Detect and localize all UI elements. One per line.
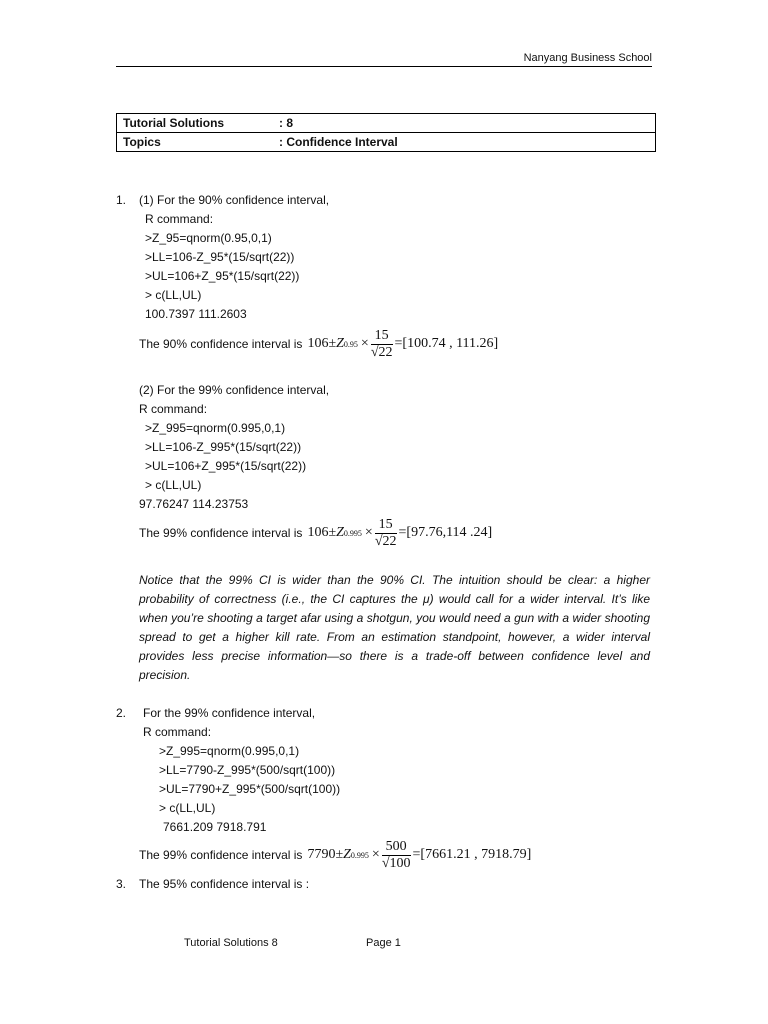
q1-part1-code-line: >UL=106+Z_95*(15/sqrt(22)) (145, 269, 300, 283)
formula-mean: 106 (307, 525, 329, 540)
q3-text: The 95% confidence interval is : (139, 877, 310, 891)
q2-title: For the 99% confidence interval, (143, 706, 316, 720)
formula-result: =[7661.21 , 7918.79] (412, 847, 532, 862)
header-rule (116, 66, 652, 67)
info-label: Topics (117, 133, 274, 152)
q2-output: 7661.209 7918.791 (163, 820, 267, 834)
q1-part1-code-line: > c(LL,UL) (145, 288, 202, 302)
formula-fraction (382, 839, 411, 872)
q1-part1-code-line: >LL=106-Z_95*(15/sqrt(22)) (145, 250, 295, 264)
q1-part2-code-line: >UL=106+Z_995*(15/sqrt(22)) (145, 459, 307, 473)
formula-z: Z (336, 336, 344, 351)
formula-numerator: 15 (371, 328, 393, 345)
q1-note: Notice that the 99% CI is wider than the 90% CI. The intuition should be clear: a higher probability of correctness (i.e., the CI captures the μ) would call for a wider interval. It’s like when you’re shooting a target afar using a shotgun, you would need a gun with a wider shooting spread to get a higher kill rate. From an estimation standpoint, however, a wider interval provides less precise information—so there is a trade-off between confidence level and precision. (139, 573, 650, 682)
q2-code-line: >Z_995=qnorm(0.995,0,1) (159, 744, 300, 758)
formula-z-sub: 0.95 (343, 339, 358, 349)
q2-result (139, 835, 531, 875)
formula (307, 517, 492, 550)
formula-pm: ± (328, 525, 337, 540)
q1-part2-result (139, 513, 492, 553)
q1-part2-title: (2) For the 99% confidence interval, (139, 383, 330, 397)
q1-part2-code-line: >LL=106-Z_995*(15/sqrt(22)) (145, 440, 302, 454)
q1-part2-r-label: R command: (139, 402, 208, 416)
info-value: : 8 (273, 114, 656, 133)
q3-number: 3. (116, 877, 127, 891)
formula-numerator: 500 (382, 839, 411, 856)
footer-title: Tutorial Solutions 8 (184, 937, 278, 949)
result-text: The 99% confidence interval is (139, 847, 303, 862)
formula-numerator: 15 (375, 517, 397, 534)
q2-code-line: >UL=7790+Z_995*(500/sqrt(100)) (159, 782, 341, 796)
formula-z-sub: 0.995 (350, 850, 369, 860)
formula-z: Z (343, 847, 351, 862)
q1-part1-output: 100.7397 111.2603 (145, 307, 247, 321)
formula-z: Z (336, 525, 344, 540)
q1-part1-title: (1) For the 90% confidence interval, (139, 193, 330, 207)
result-text: The 90% confidence interval is (139, 336, 303, 351)
formula-pm: ± (335, 847, 344, 862)
q1-part2-code-line: >Z_995=qnorm(0.995,0,1) (145, 421, 286, 435)
q2-number: 2. (116, 706, 127, 720)
formula-times: × (364, 525, 373, 540)
formula-denominator: √100 (381, 855, 411, 871)
formula-result: =[100.74 , 111.26] (394, 336, 499, 351)
formula (307, 839, 531, 872)
formula (307, 328, 498, 361)
formula-mean: 106 (307, 336, 329, 351)
formula-times: × (360, 336, 369, 351)
q1-part2-code-line: > c(LL,UL) (145, 478, 202, 492)
info-label: Tutorial Solutions (117, 114, 274, 133)
q2-r-label: R command: (143, 725, 212, 739)
info-row-tutorial (117, 114, 656, 133)
footer-page-number: Page 1 (366, 937, 401, 949)
q1-part1-r-label: R command: (145, 212, 214, 226)
formula-z-sub: 0.995 (343, 528, 362, 538)
formula-denominator: √22 (370, 344, 393, 360)
header-school: Nanyang Business School (523, 52, 652, 64)
formula-times: × (371, 847, 380, 862)
info-table (116, 113, 656, 152)
q1-part1-result (139, 324, 498, 364)
formula-fraction (375, 517, 397, 550)
formula-denominator: √22 (374, 533, 397, 549)
formula-fraction (371, 328, 393, 361)
q2-code-line: >LL=7790-Z_995*(500/sqrt(100)) (159, 763, 336, 777)
info-value: : Confidence Interval (273, 133, 656, 152)
result-text: The 99% confidence interval is (139, 525, 303, 540)
q1-part1-code-line: >Z_95=qnorm(0.95,0,1) (145, 231, 272, 245)
q1-part2-output: 97.76247 114.23753 (139, 497, 249, 511)
formula-mean: 7790 (307, 847, 336, 862)
info-row-topics (117, 133, 656, 152)
formula-result: =[97.76,114 .24] (398, 525, 493, 540)
q2-code-line: > c(LL,UL) (159, 801, 216, 815)
q1-number: 1. (116, 193, 127, 207)
formula-pm: ± (328, 336, 337, 351)
